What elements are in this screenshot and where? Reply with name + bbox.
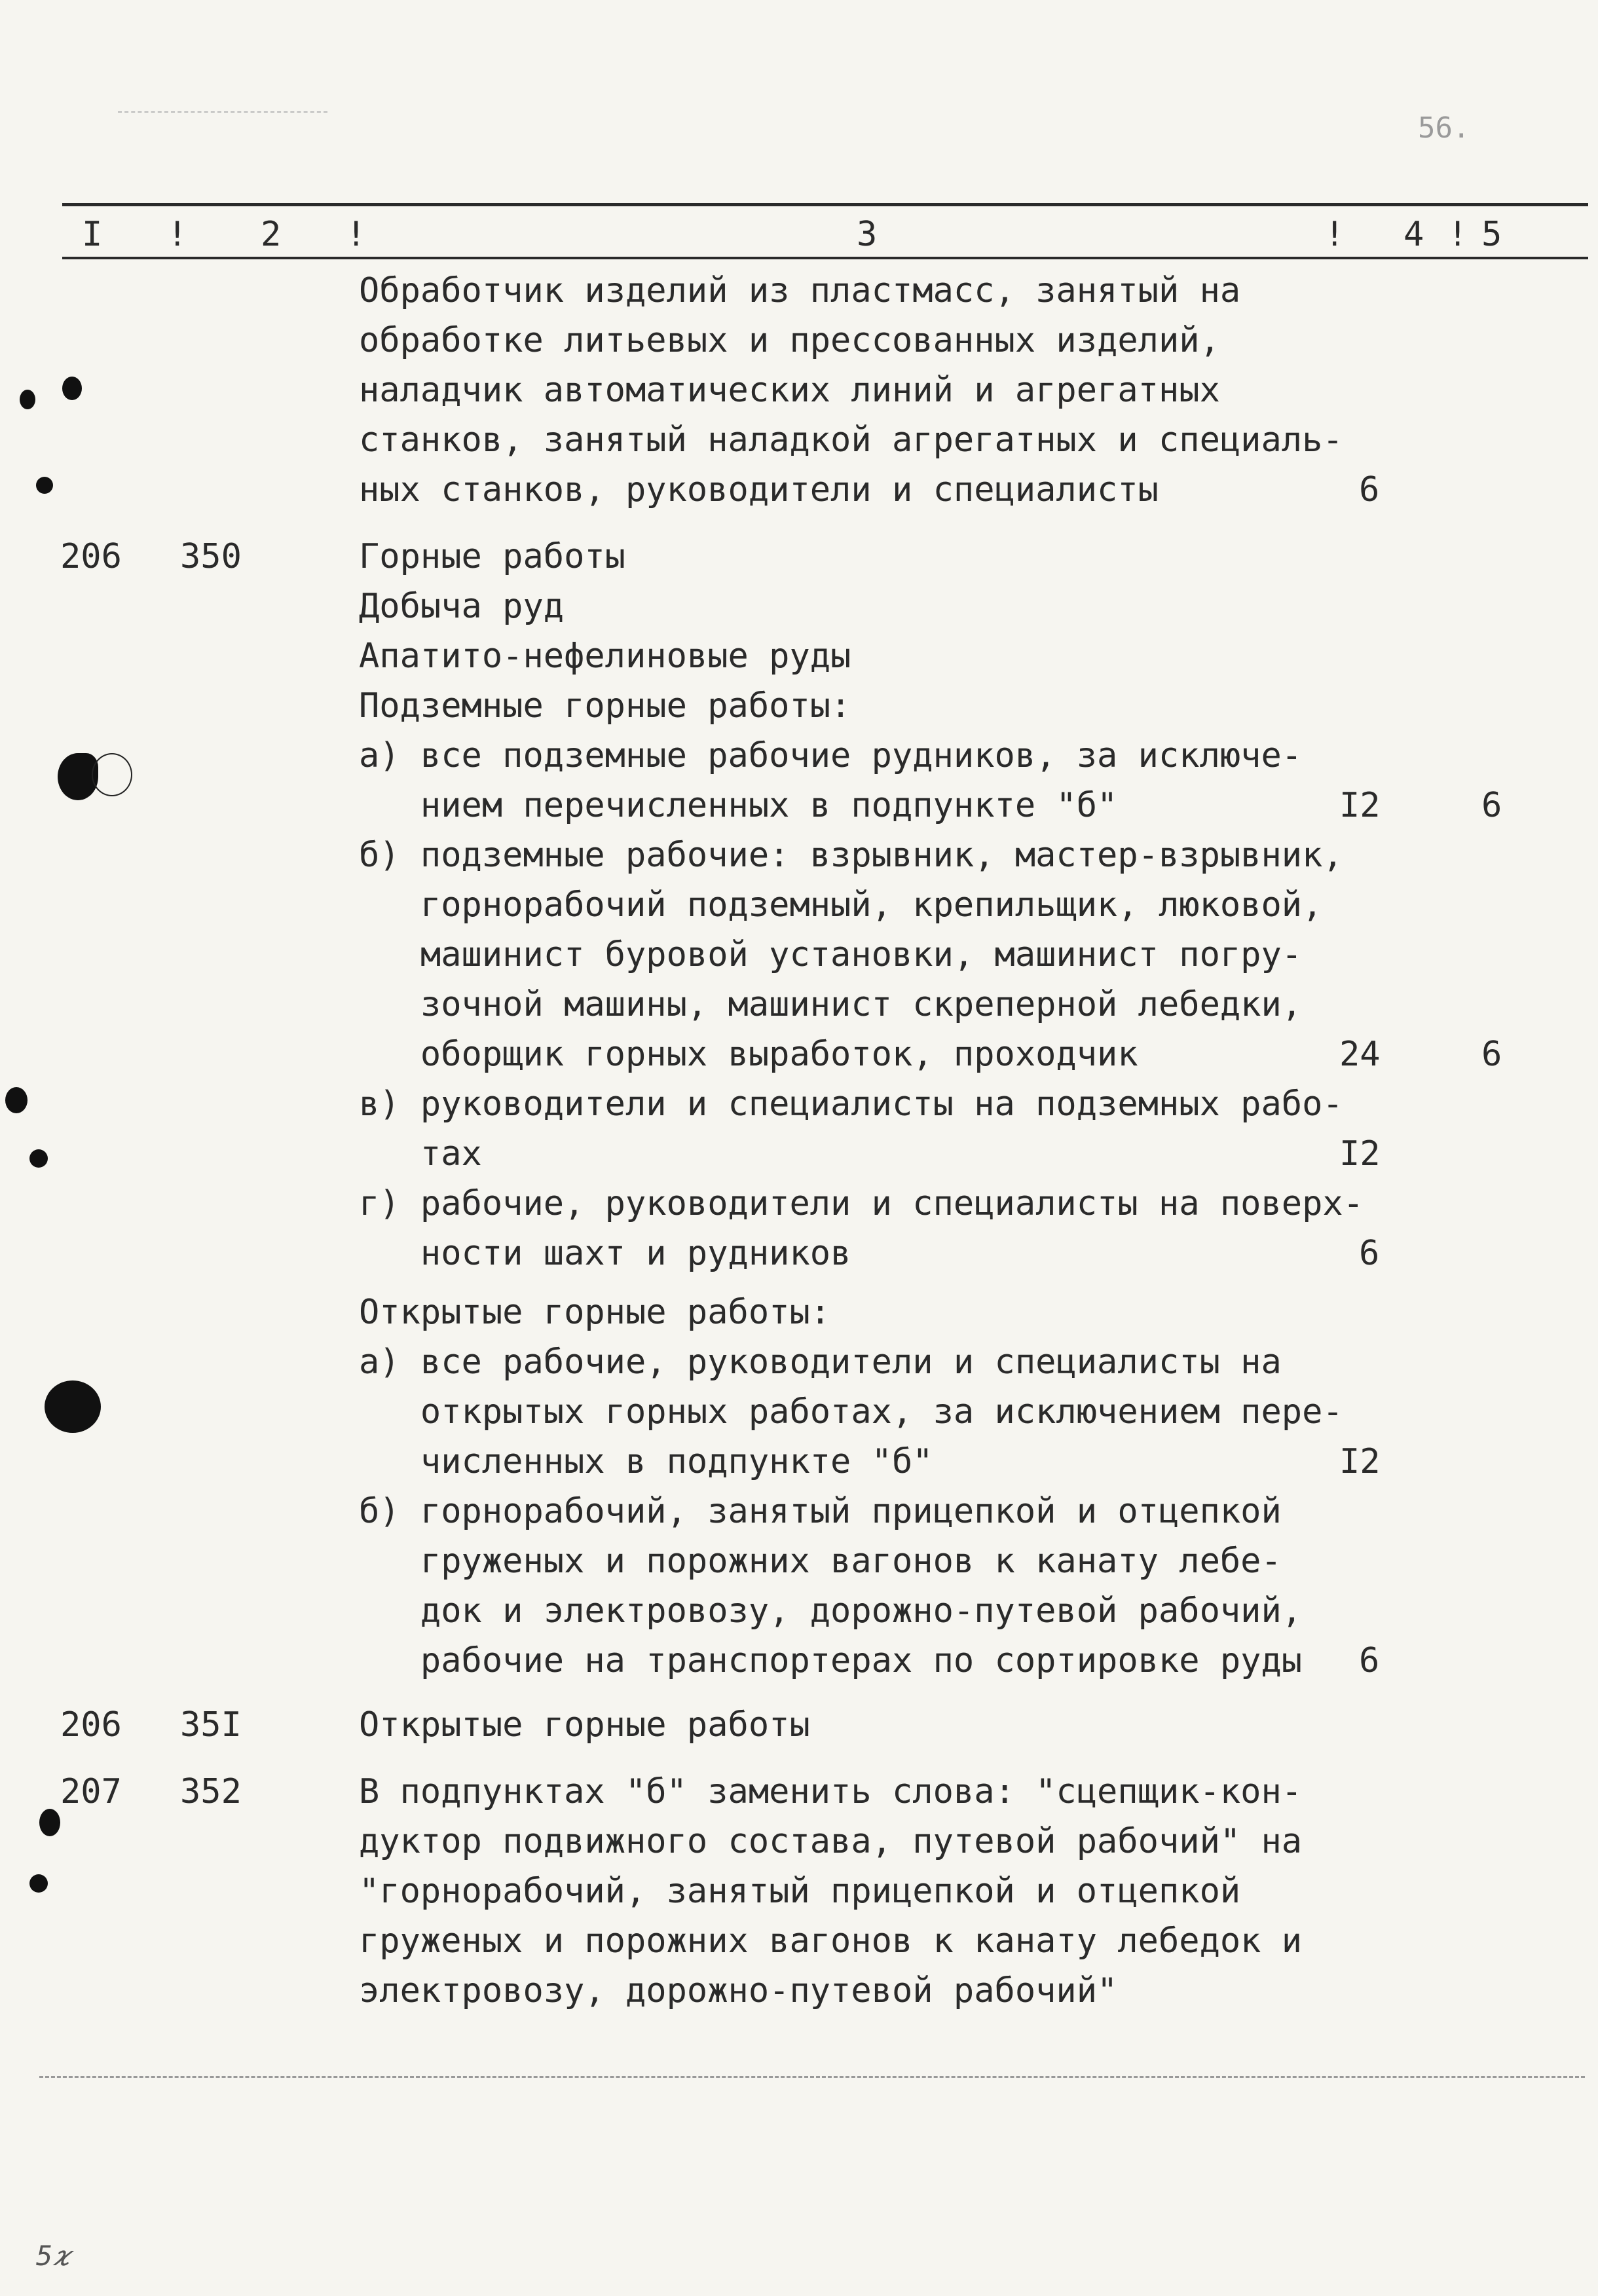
entry-text-line: обработке литьевых и прессованных изделий, — [359, 321, 1220, 360]
entry-text-line: оборщик горных выработок, проходчик — [359, 1035, 1138, 1074]
ink-blot — [5, 1087, 28, 1113]
col4-value: 6 — [1359, 470, 1380, 509]
table-header-rule — [62, 257, 1588, 259]
page-number: 56. — [1418, 111, 1470, 145]
ink-blot — [20, 390, 35, 409]
entry-text-line: в) руководители и специалисты на подземных рабо- — [359, 1084, 1343, 1124]
header-col-3: 3 — [857, 215, 878, 254]
col4-value: I2 — [1339, 1442, 1381, 1481]
entry-text-line: нием перечисленных в подпункте "б" — [359, 786, 1118, 825]
entry-text-line: б) горнорабочий, занятый прицепкой и отцепкой — [359, 1492, 1282, 1531]
entry-text-line: г) рабочие, руководители и специалисты на поверх- — [359, 1184, 1364, 1223]
entry-text-line: Открытые горные работы — [359, 1705, 810, 1745]
header-sep-2: ! — [346, 215, 367, 254]
table-top-rule — [62, 203, 1588, 206]
entry-text-line: ных станков, руководители и специалисты — [359, 470, 1159, 509]
col4-value: 24 — [1339, 1035, 1381, 1074]
entry-text-line: станков, занятый наладкой агрегатных и специаль- — [359, 420, 1343, 460]
entry-text-line: ности шахт и рудников — [359, 1234, 851, 1273]
col2-value: 35I — [180, 1705, 242, 1745]
col2-value: 350 — [180, 537, 242, 576]
entry-text-line: рабочие на транспортерах по сортировке руды — [359, 1641, 1303, 1680]
col5-value: 6 — [1481, 1035, 1502, 1074]
entry-text-line: а) все подземные рабочие рудников, за исключе- — [359, 736, 1303, 775]
header-col-4: 4 — [1403, 215, 1424, 254]
entry-text-line: дуктор подвижного состава, путевой рабочий" на — [359, 1822, 1303, 1861]
entry-text-line: зочной машины, машинист скреперной лебедки, — [359, 985, 1303, 1024]
entry-text-line: В подпунктах "б" заменить слова: "сцепщик-кон- — [359, 1772, 1303, 1811]
bottom-dashed-rule — [39, 2076, 1585, 2078]
hole-outline — [92, 753, 132, 796]
entry-text-line: горнорабочий подземный, крепильщик, люковой, — [359, 885, 1323, 925]
entry-text-line: Обработчик изделий из пластмасс, занятый на — [359, 271, 1241, 310]
faint-dash-mark — [118, 111, 327, 113]
ink-blot — [29, 1874, 48, 1893]
ink-blot — [62, 377, 82, 400]
entry-text-line: электровозу, дорожно-путевой рабочий" — [359, 1971, 1118, 2010]
header-col-1: I — [82, 215, 103, 254]
entry-text-line: машинист буровой установки, машинист погру- — [359, 935, 1303, 974]
ink-blot — [45, 1380, 101, 1433]
header-sep-1: ! — [167, 215, 188, 254]
entry-text-line: Открытые горные работы: — [359, 1293, 831, 1332]
entry-text-line: наладчик автоматических линий и агрегатных — [359, 371, 1220, 410]
entry-text-line: открытых горных работах, за исключением пере- — [359, 1392, 1343, 1432]
entry-text-line: груженых и порожних вагонов к канату лебедок и — [359, 1921, 1303, 1961]
header-sep-4: ! — [1447, 215, 1468, 254]
entry-text-line: Горные работы — [359, 537, 625, 576]
entry-text-line: Добыча руд — [359, 587, 565, 626]
ink-blot — [39, 1809, 60, 1836]
col1-value: 206 — [60, 537, 122, 576]
entry-text-line: Подземные горные работы: — [359, 686, 851, 726]
entry-text-line: "горнорабочий, занятый прицепкой и отцепкой — [359, 1872, 1241, 1911]
handwritten-mark: 5𝜘 — [36, 2240, 69, 2272]
entry-text-line: тах — [359, 1134, 482, 1174]
header-sep-3: ! — [1324, 215, 1345, 254]
header-col-2: 2 — [261, 215, 282, 254]
col4-value: 6 — [1359, 1641, 1380, 1680]
entry-text-line: численных в подпункте "б" — [359, 1442, 933, 1481]
col4-value: I2 — [1339, 786, 1381, 825]
col1-value: 206 — [60, 1705, 122, 1745]
header-col-5: 5 — [1481, 215, 1502, 254]
ink-blot — [36, 477, 53, 494]
entry-text-line: Апатито-нефелиновые руды — [359, 637, 851, 676]
entry-text-line: а) все рабочие, руководители и специалисты на — [359, 1342, 1282, 1382]
col4-value: I2 — [1339, 1134, 1381, 1174]
ink-blot — [29, 1149, 48, 1168]
entry-text-line: док и электровозу, дорожно-путевой рабочий, — [359, 1591, 1303, 1631]
entry-text-line: б) подземные рабочие: взрывник, мастер-взрывник, — [359, 836, 1343, 875]
col5-value: 6 — [1481, 786, 1502, 825]
col2-value: 352 — [180, 1772, 242, 1811]
col4-value: 6 — [1359, 1234, 1380, 1273]
entry-text-line: груженых и порожних вагонов к канату лебе- — [359, 1542, 1282, 1581]
col1-value: 207 — [60, 1772, 122, 1811]
